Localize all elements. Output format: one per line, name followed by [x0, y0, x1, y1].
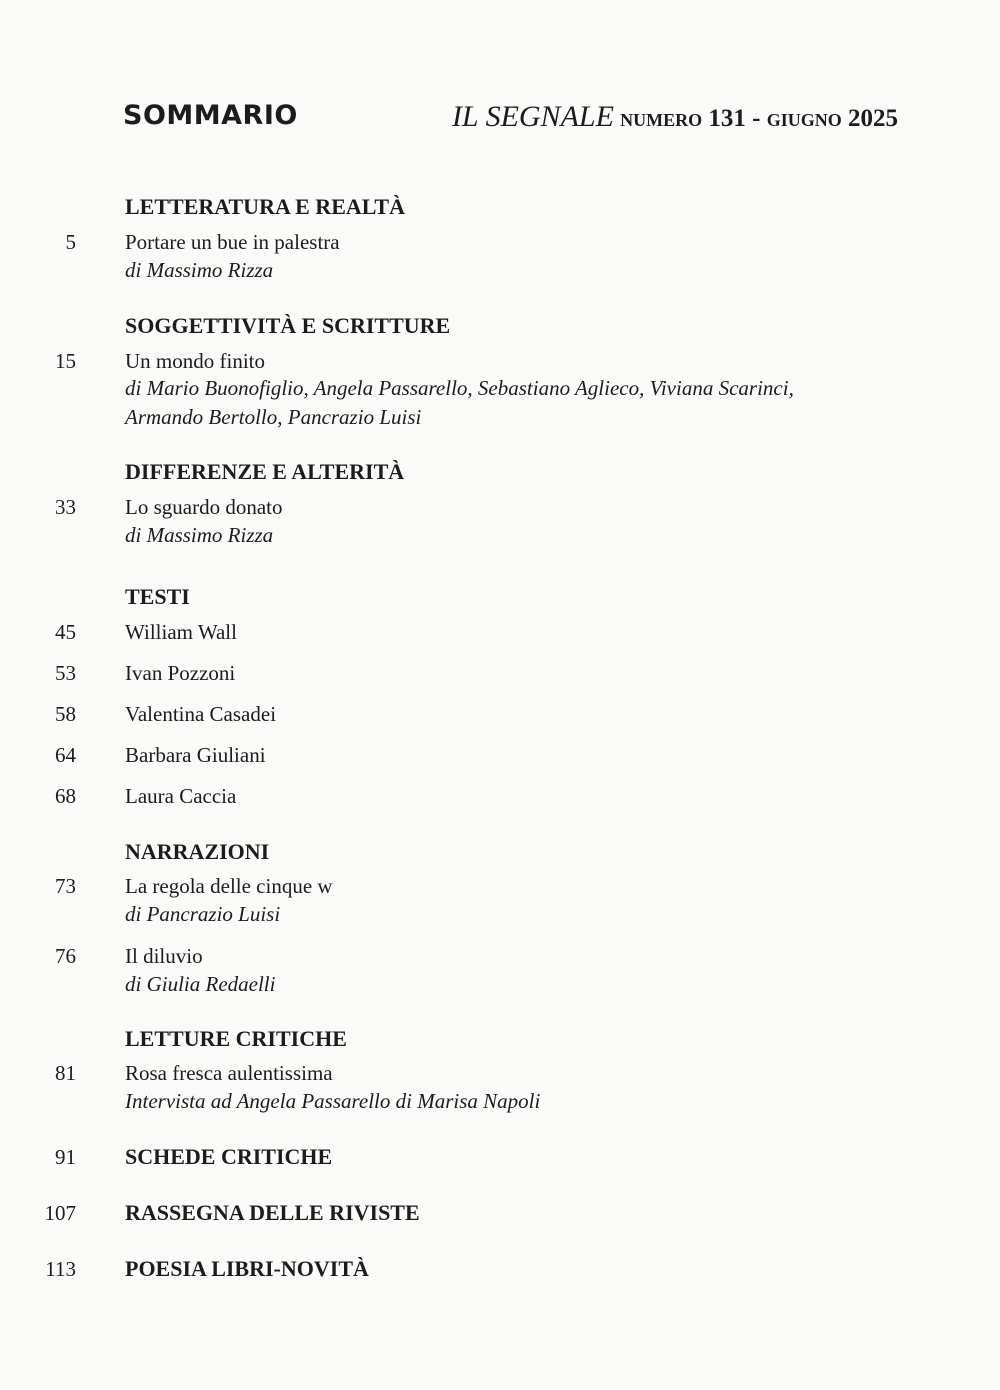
numero-label: NUMERO [620, 110, 703, 130]
section-heading: LETTURE CRITICHE [125, 1026, 347, 1051]
page-number: 53 [55, 661, 76, 685]
page-number: 33 [55, 495, 76, 519]
entry-author: di Massimo Rizza [125, 523, 274, 547]
month-label: GIUGNO [766, 110, 842, 130]
page-number: 45 [55, 620, 76, 644]
issue-year: 2025 [848, 105, 898, 132]
entry-title: Ivan Pozzoni [125, 661, 236, 685]
entry-title: Barbara Giuliani [125, 743, 266, 767]
page-header [123, 100, 898, 140]
section-heading: SOGGETTIVITÀ E SCRITTURE [125, 313, 451, 338]
entry-title: Un mondo finito [125, 349, 265, 373]
entry-title: Laura Caccia [125, 784, 237, 808]
entry-title: Lo sguardo donato [125, 495, 283, 519]
entry-title: La regola delle cinque w [125, 874, 333, 898]
sommario-title: SOMMARIO [123, 100, 298, 131]
page-number: 76 [55, 944, 76, 968]
section-heading: LETTERATURA E REALTÀ [125, 194, 405, 219]
entry-title: Rosa fresca aulentissima [125, 1061, 333, 1085]
entry-title: Il diluvio [125, 944, 203, 968]
page-number: 5 [65, 230, 76, 254]
entry-author: di Mario Buonofiglio, Angela Passarello, Sebastiano Aglieco, Viviana Scarinci, [125, 376, 794, 400]
section-heading: TESTI [125, 584, 190, 609]
entry-author: di Massimo Rizza [125, 258, 274, 282]
entry-author-continued: Armando Bertollo, Pancrazio Luisi [125, 405, 422, 429]
section-heading: DIFFERENZE E ALTERITÀ [125, 459, 405, 484]
entry-author: di Pancrazio Luisi [125, 902, 281, 926]
entry-author: di Giulia Redaelli [125, 972, 276, 996]
page-number: 64 [55, 743, 76, 767]
page-number: 91 [55, 1145, 76, 1169]
page-number: 15 [55, 349, 76, 373]
section-heading: POESIA LIBRI-NOVITÀ [125, 1256, 369, 1281]
page-number: 107 [44, 1201, 76, 1225]
entry-title: William Wall [125, 620, 237, 644]
entry-title: Valentina Casadei [125, 702, 277, 726]
issue-number: 131 [708, 105, 746, 132]
page-number: 113 [45, 1257, 76, 1281]
magazine-issue-line [452, 100, 898, 134]
page-number: 73 [55, 874, 76, 898]
section-heading: RASSEGNA DELLE RIVISTE [125, 1200, 420, 1225]
issue-separator: - [752, 105, 761, 132]
page-number: 81 [55, 1061, 76, 1085]
magazine-name: IL SEGNALE [451, 100, 614, 133]
section-heading: NARRAZIONI [125, 839, 270, 864]
page-number: 68 [55, 784, 76, 808]
entry-title: Portare un bue in palestra [125, 230, 340, 254]
entry-author: Intervista ad Angela Passarello di Marisa Napoli [125, 1089, 541, 1113]
page-number: 58 [55, 702, 76, 726]
section-heading: SCHEDE CRITICHE [125, 1144, 333, 1169]
